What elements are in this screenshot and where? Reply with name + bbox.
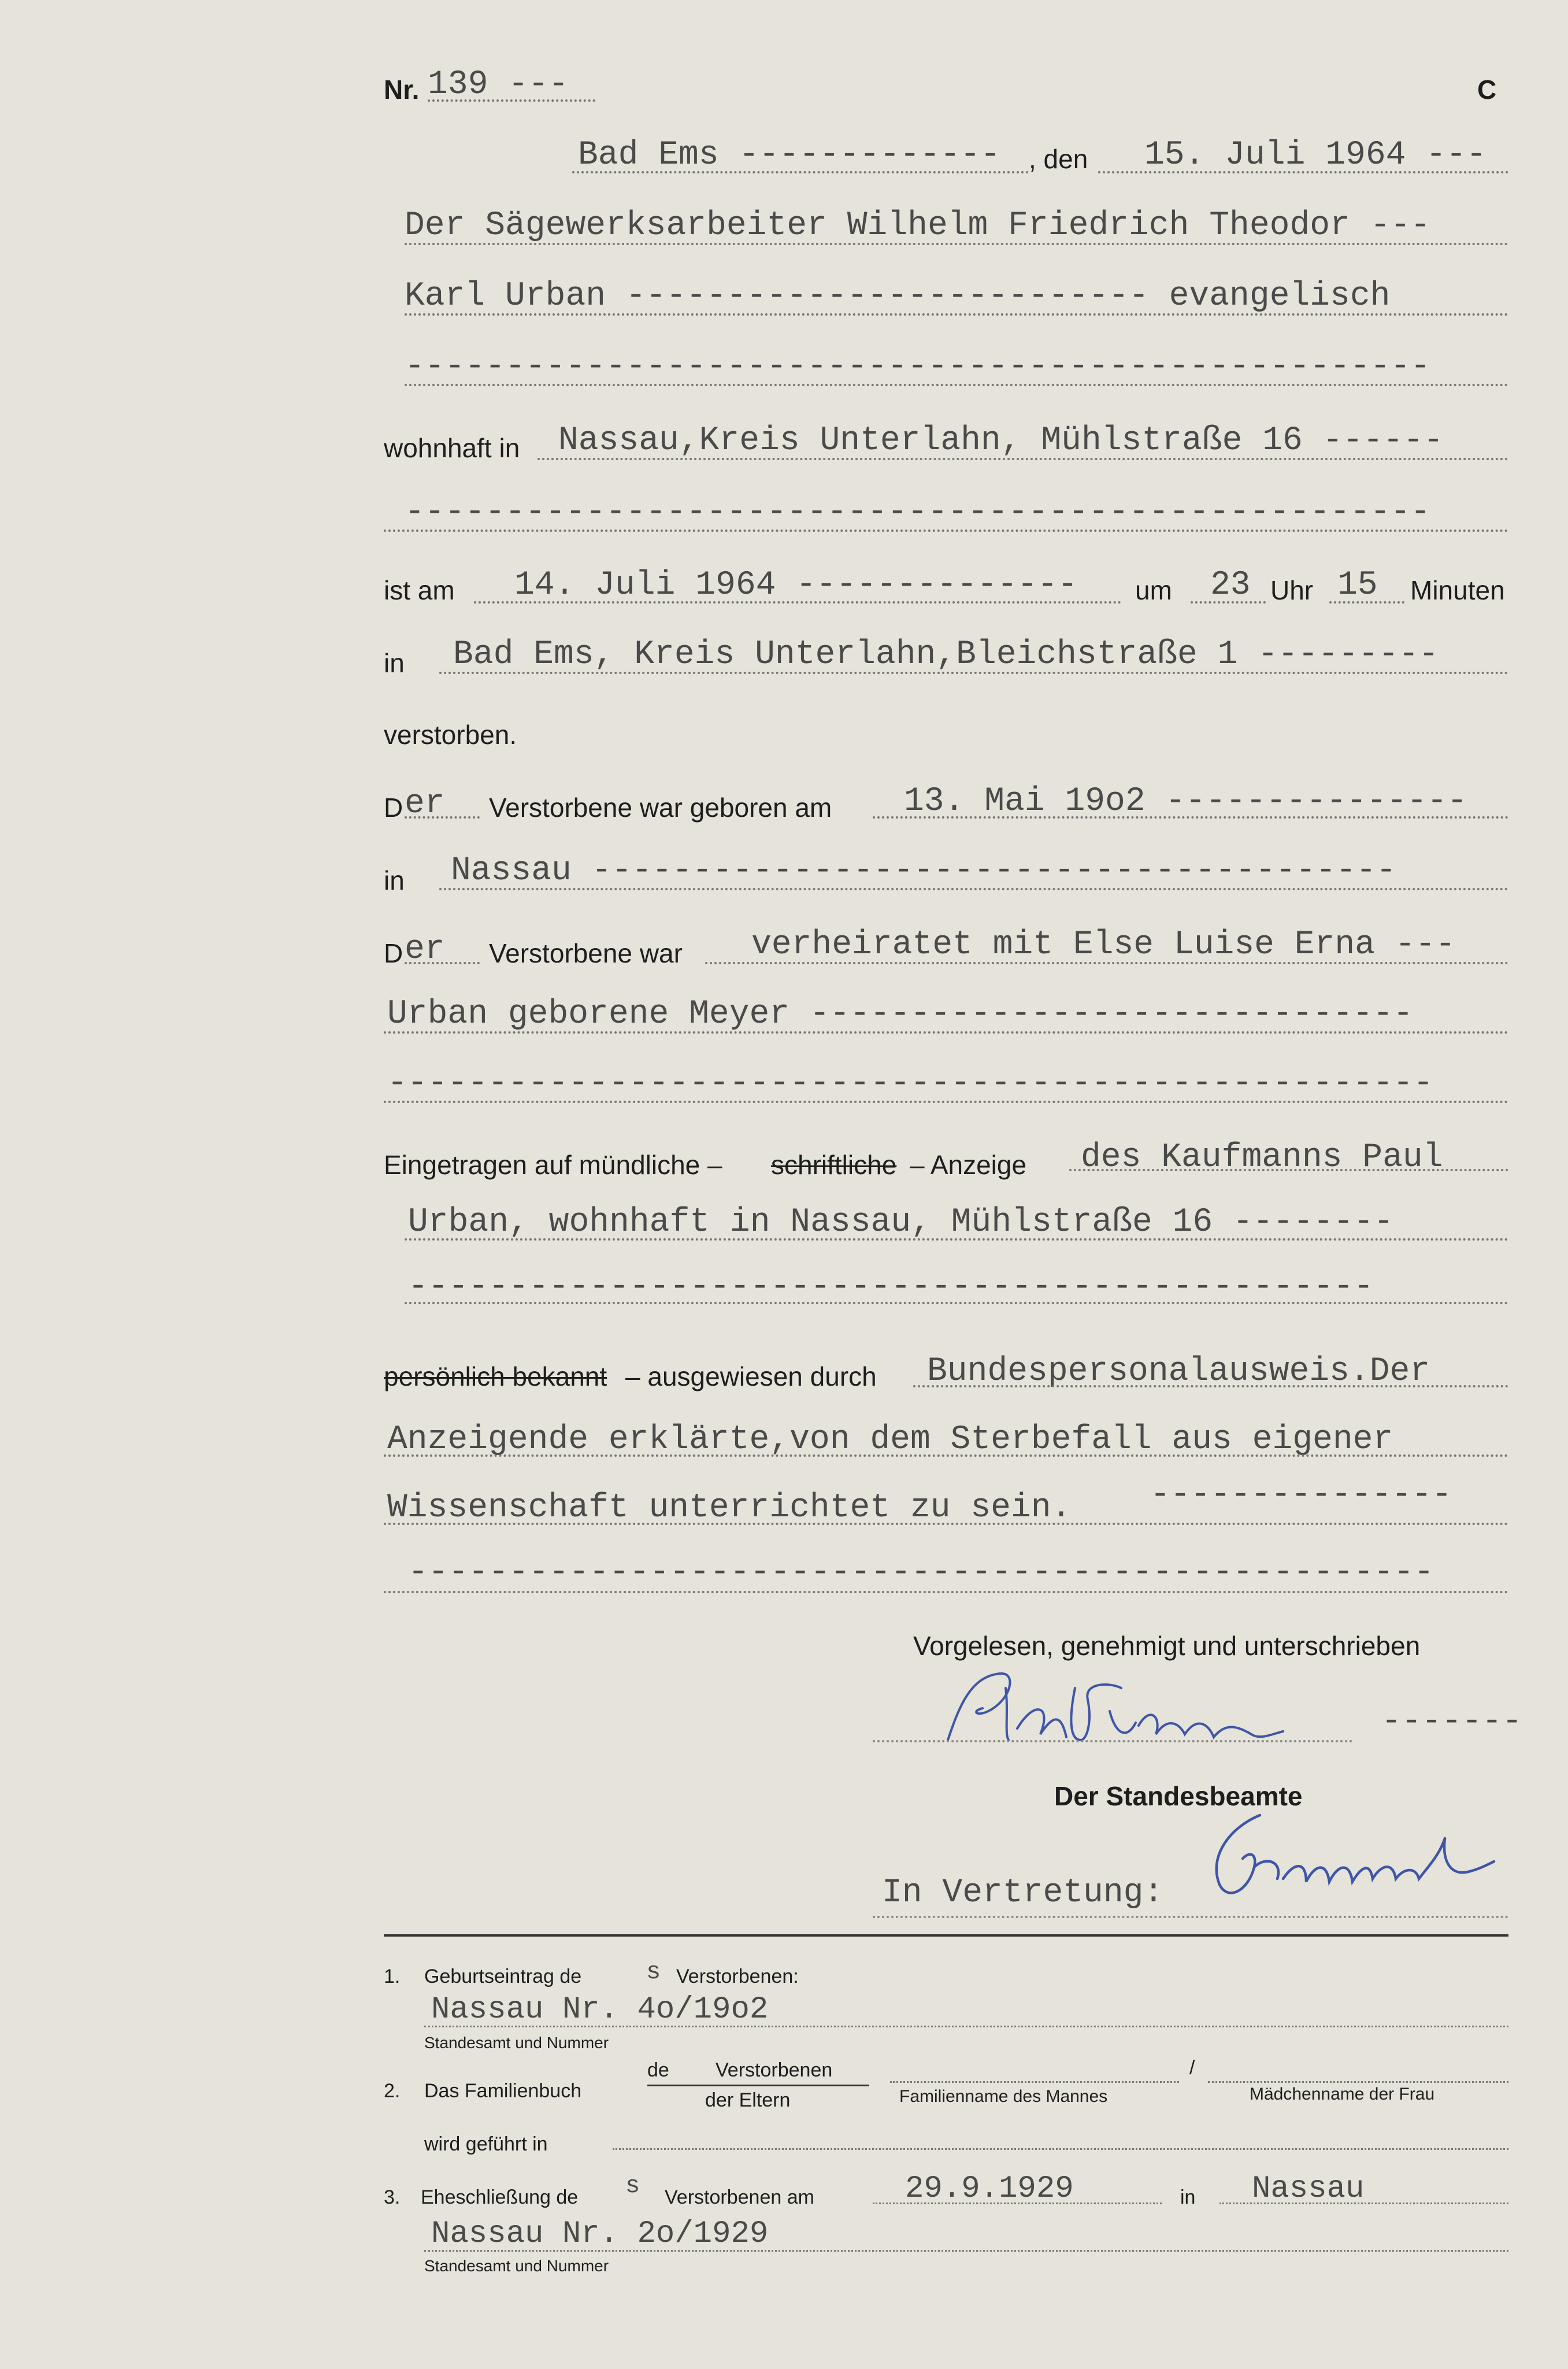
official-sign-underline xyxy=(873,1916,1508,1918)
note-3-date-underline xyxy=(873,2203,1162,2204)
death-place: Bad Ems, Kreis Unterlahn,Bleichstraße 1 --------- xyxy=(453,636,1439,673)
date-underline xyxy=(1098,171,1508,173)
eingetragen-label: Eingetragen auf mündliche – xyxy=(384,1150,722,1180)
nr-label: Nr. xyxy=(384,75,420,105)
vertretung-label: In Vertretung: xyxy=(882,1874,1164,1912)
id-line-4: --------------------------------------------------- xyxy=(408,1554,1434,1591)
nr-value: 139 --- xyxy=(428,66,569,103)
id-line-3-dashes: --------------- xyxy=(1150,1476,1452,1514)
standesbeamte-label: Der Standesbeamte xyxy=(1054,1781,1303,1811)
note-2-mannes-underline xyxy=(890,2081,1179,2083)
informant-line-2: Urban, wohnhaft in Nassau, Mühlstraße 16 -------- xyxy=(408,1204,1394,1241)
id-underline-1 xyxy=(913,1385,1508,1387)
informant-line-3: ------------------------------------------------ xyxy=(408,1268,1374,1306)
id-line-1: Bundespersonalausweis.Der xyxy=(927,1353,1430,1390)
residence-underline-2 xyxy=(384,530,1508,532)
in-label: in xyxy=(384,648,405,678)
note-3-date: 29.9.1929 xyxy=(905,2171,1074,2207)
note-2-fraction-line xyxy=(647,2085,869,2086)
informant-line-1: des Kaufmanns Paul xyxy=(1081,1139,1443,1176)
deceased-line-3: --------------------------------------------------- xyxy=(405,348,1431,386)
bekannt-label: persönlich bekannt xyxy=(384,1361,607,1391)
marital-underline-3 xyxy=(384,1101,1508,1103)
note-3-caption: Standesamt und Nummer xyxy=(424,2257,609,2275)
note-1-text: Geburtseintrag de xyxy=(424,1965,582,1987)
note-2-verstorbenen: Verstorbenen xyxy=(716,2059,833,2081)
note-1-value: Nassau Nr. 4o/19o2 xyxy=(431,1992,769,2027)
id-underline-2 xyxy=(384,1454,1508,1457)
informant-underline-3 xyxy=(405,1302,1508,1304)
note-3-label: 3. xyxy=(384,2186,401,2208)
birth-date: 13. Mai 19o2 --------------- xyxy=(904,783,1467,820)
id-line-2: Anzeigende erklärte,von dem Sterbefall aus eigener xyxy=(387,1421,1393,1459)
official-signature xyxy=(1196,1804,1497,1919)
informant-underline-2 xyxy=(405,1238,1508,1241)
deceased-line-2: Karl Urban -------------------------- evangelisch xyxy=(405,277,1391,315)
minutes-underline xyxy=(1329,601,1404,604)
note-2-frau: Mädchenname der Frau xyxy=(1250,2085,1435,2104)
registry-date: 15. Juli 1964 --- xyxy=(1144,136,1487,174)
hour-underline xyxy=(1191,601,1266,604)
informant-underline-1 xyxy=(1069,1169,1508,1171)
den-label: , den xyxy=(1029,144,1088,174)
note-2-wird-underline xyxy=(613,2148,1508,2150)
birth-place-underline xyxy=(439,888,1508,890)
marital-underline-2 xyxy=(384,1031,1508,1034)
der-prefix-2: D xyxy=(384,938,403,968)
birth-place: Nassau ---------------------------------------- xyxy=(451,852,1396,890)
note-3-in: in xyxy=(1180,2186,1196,2208)
deceased-underline-1 xyxy=(405,243,1508,245)
note-3-suffix: Verstorbenen am xyxy=(665,2186,814,2208)
marital-underline-1 xyxy=(705,962,1508,964)
ausgewiesen-label: – ausgewiesen durch xyxy=(625,1361,877,1391)
note-2-wird: wird geführt in xyxy=(424,2133,548,2155)
death-place-underline xyxy=(439,672,1508,674)
marital-line-1: verheiratet mit Else Luise Erna --- xyxy=(751,926,1456,964)
war-label: Verstorbene war xyxy=(489,938,683,968)
id-line-3: Wissenschaft unterrichtet zu sein. xyxy=(387,1489,1072,1527)
ist-am-label: ist am xyxy=(384,575,455,605)
note-2-text: Das Familienbuch xyxy=(424,2080,582,2102)
residence-underline xyxy=(538,458,1508,460)
note-1-suffix: Verstorbenen: xyxy=(676,1965,799,1987)
minuten-label: Minuten xyxy=(1410,575,1505,605)
note-3-fill: s xyxy=(625,2172,640,2200)
uhr-label: Uhr xyxy=(1270,575,1314,605)
marital-line-2: Urban geborene Meyer ------------------------------ xyxy=(387,995,1414,1033)
death-minutes: 15 xyxy=(1337,567,1378,604)
residence-line-2: --------------------------------------------------- xyxy=(405,494,1431,531)
um-label: um xyxy=(1135,575,1172,605)
der-suffix-1: er xyxy=(405,785,445,823)
der-underline-1 xyxy=(405,816,480,819)
death-hour: 23 xyxy=(1210,567,1251,604)
id-underline-3 xyxy=(384,1523,1508,1525)
death-date-underline xyxy=(474,601,1121,604)
note-3-underline xyxy=(424,2250,1508,2252)
geboren-label: Verstorbene war geboren am xyxy=(489,793,832,823)
marital-line-3: ---------------------------------------------------- xyxy=(387,1065,1433,1102)
note-1-underline xyxy=(424,2026,1508,2027)
anzeige-label: – Anzeige xyxy=(910,1150,1027,1180)
verstorben-label: verstorben. xyxy=(384,720,517,750)
note-3-value: Nassau Nr. 2o/1929 xyxy=(431,2216,769,2252)
der-underline-2 xyxy=(405,962,480,964)
deceased-underline-2 xyxy=(405,313,1508,316)
residence: Nassau,Kreis Unterlahn, Mühlstraße 16 ------ xyxy=(558,422,1444,460)
id-underline-4 xyxy=(384,1591,1508,1593)
note-2-label: 2. xyxy=(384,2080,401,2102)
note-2-eltern: der Eltern xyxy=(705,2089,791,2111)
schriftliche-label: schriftliche xyxy=(771,1150,897,1180)
deceased-underline-3 xyxy=(405,384,1508,386)
place-underline xyxy=(572,171,1029,173)
death-date: 14. Juli 1964 -------------- xyxy=(514,567,1078,604)
note-1-caption: Standesamt und Nummer xyxy=(424,2034,609,2052)
section-divider xyxy=(384,1934,1508,1937)
informant-sign-underline xyxy=(873,1740,1352,1742)
note-2-slash: / xyxy=(1189,2057,1195,2079)
note-2-de: de xyxy=(647,2059,669,2081)
birth-date-underline xyxy=(873,816,1508,819)
note-3-text: Eheschließung de xyxy=(421,2186,579,2208)
note-3-place-underline xyxy=(1219,2203,1508,2204)
note-1-fill: s xyxy=(646,1958,661,1986)
deceased-line-1: Der Sägewerksarbeiter Wilhelm Friedrich Theodor --- xyxy=(405,207,1431,245)
form-letter: C xyxy=(1477,75,1497,105)
registry-place: Bad Ems ------------- xyxy=(578,136,1000,174)
der-prefix-1: D xyxy=(384,793,403,823)
vorgelesen-label: Vorgelesen, genehmigt und unterschrieben xyxy=(913,1631,1421,1661)
nr-underline xyxy=(428,99,595,102)
note-2-mannes: Familienname des Mannes xyxy=(899,2087,1108,2106)
note-2-frau-underline xyxy=(1208,2081,1508,2083)
note-1-label: 1. xyxy=(384,1965,401,1987)
signature-dashes: ------- xyxy=(1381,1703,1522,1741)
der-suffix-2: er xyxy=(405,931,445,968)
birth-in-label: in xyxy=(384,865,405,895)
note-3-place: Nassau xyxy=(1252,2171,1365,2207)
wohnhaft-label: wohnhaft in xyxy=(384,433,520,463)
